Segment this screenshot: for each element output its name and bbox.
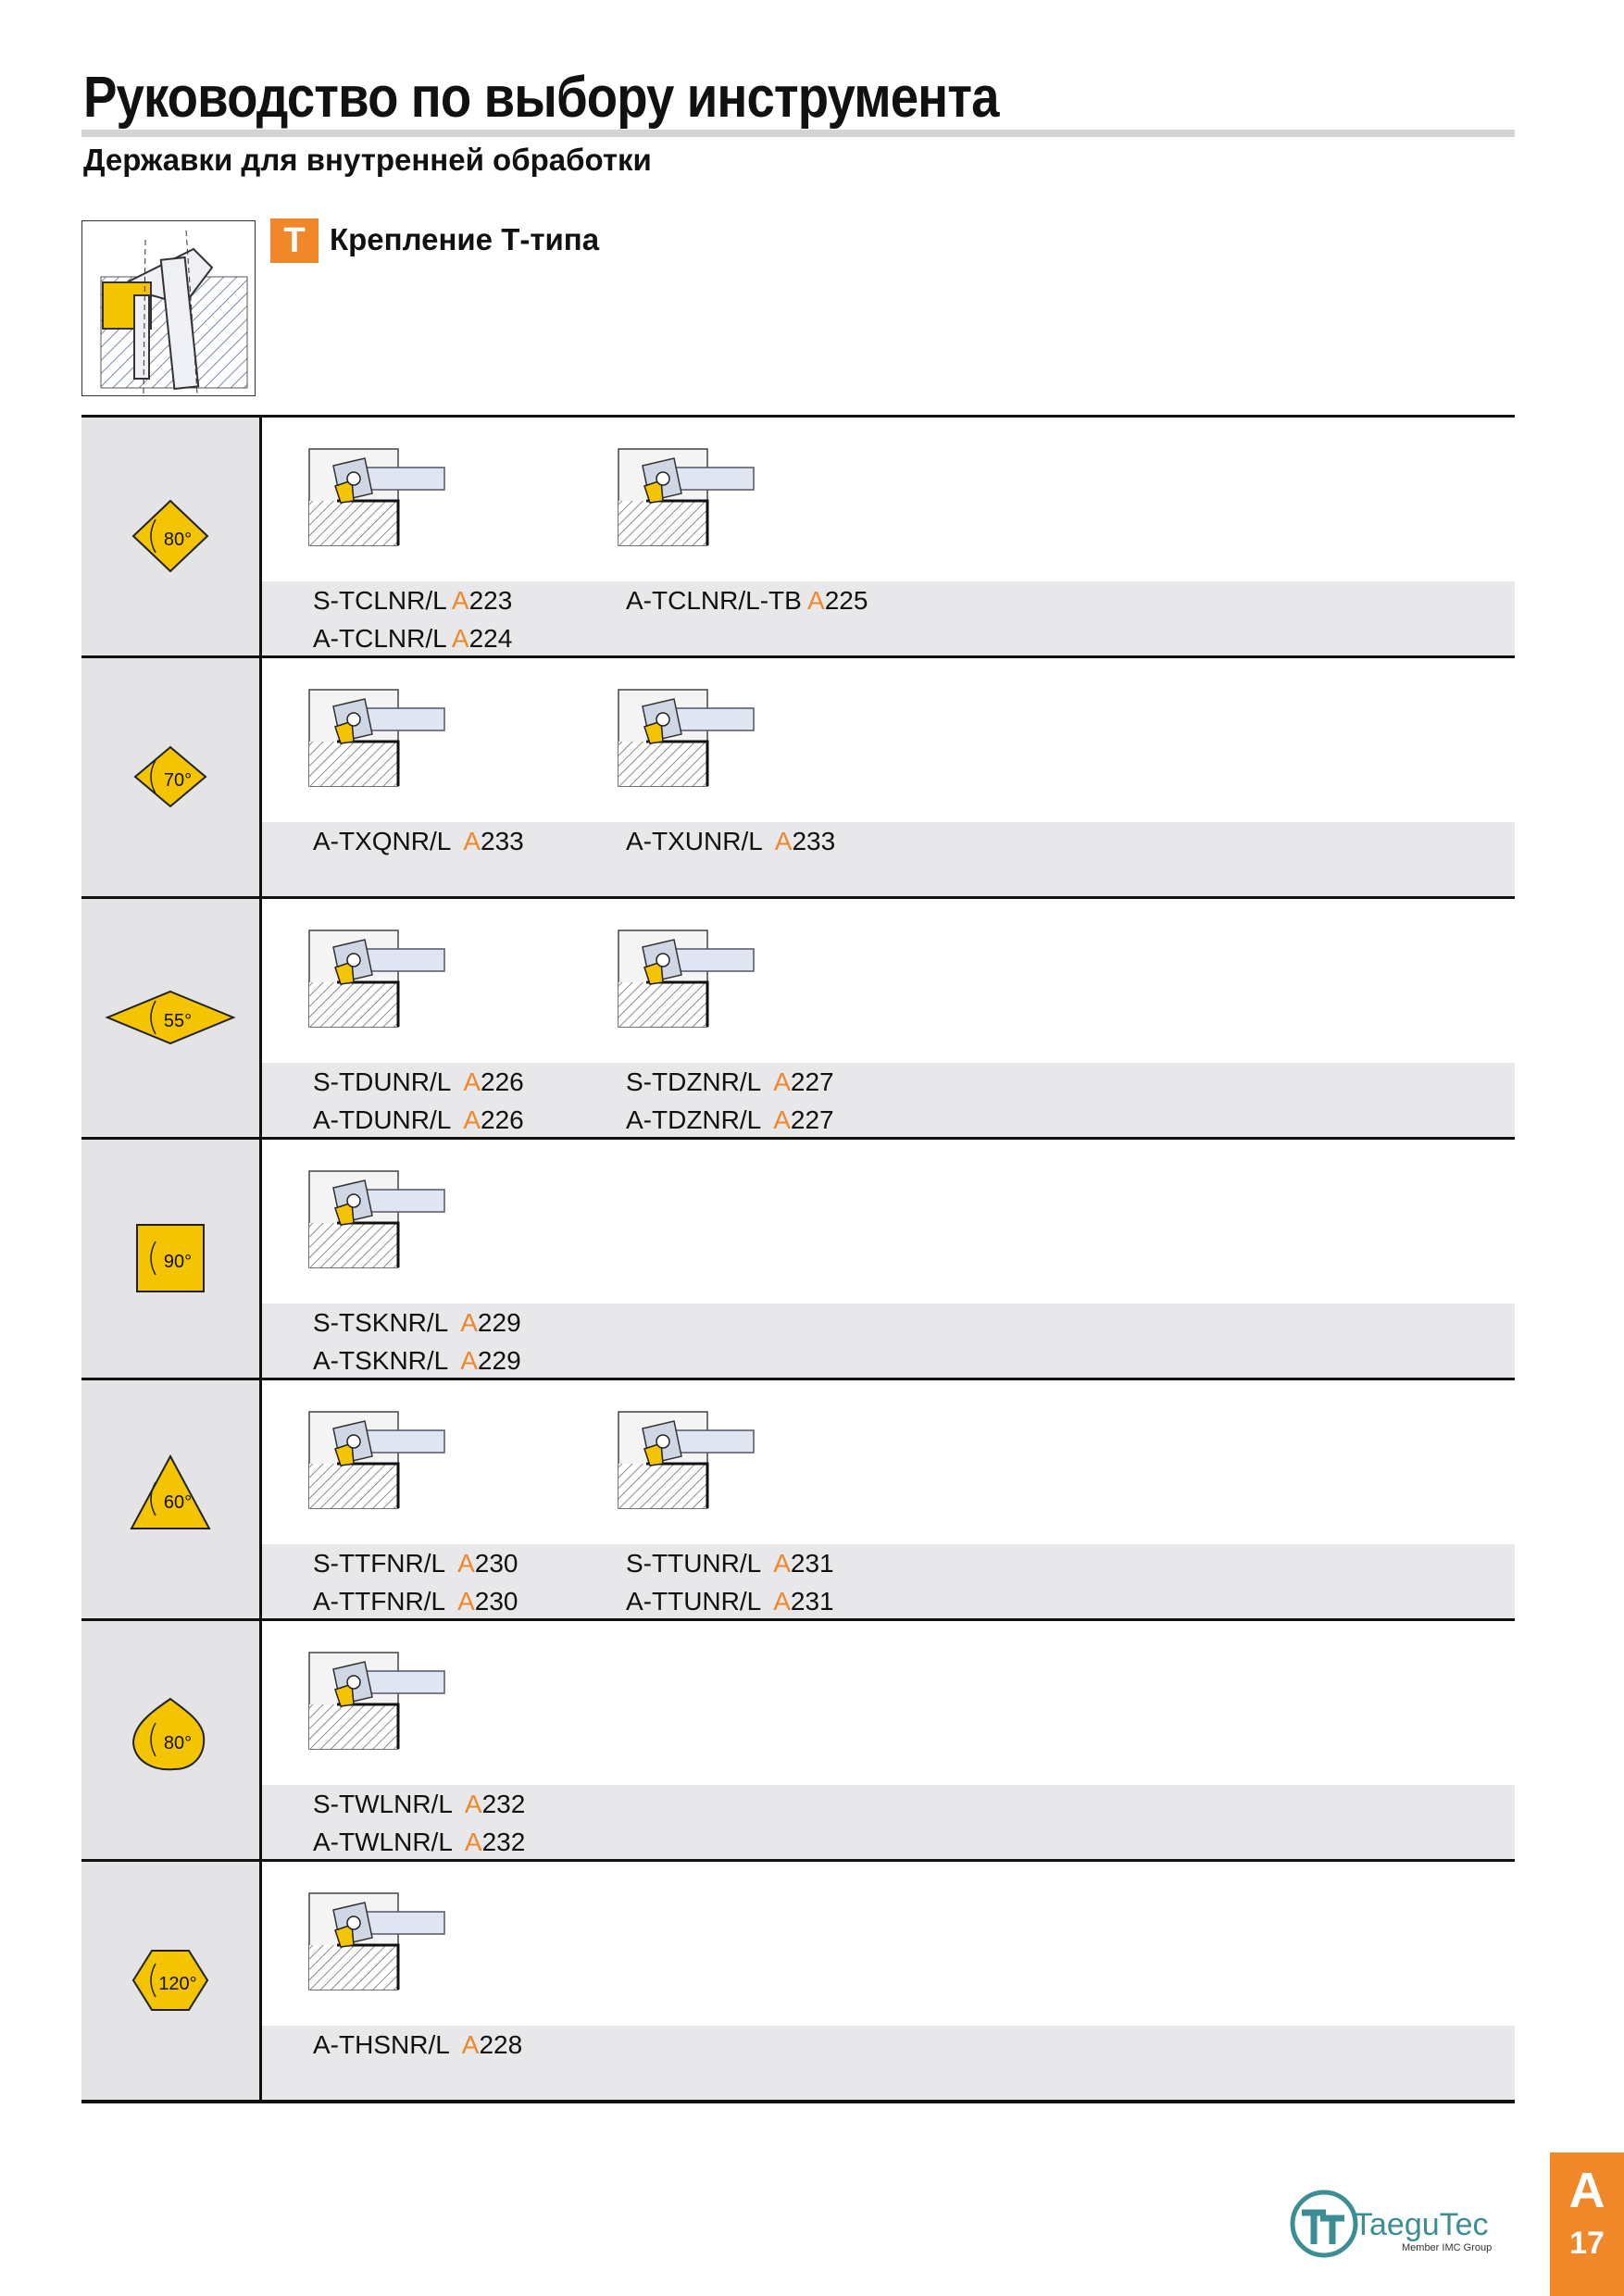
- tool-row: [81, 1862, 1515, 2100]
- catalog-section: A: [773, 1549, 791, 1578]
- catalog-section: A: [773, 1067, 791, 1096]
- table-bottom-rule: [81, 2100, 1515, 2103]
- insert-shape-cell: [81, 1621, 259, 1859]
- boring-bar-diagram: [609, 921, 757, 1042]
- catalog-section: A: [457, 1549, 475, 1578]
- insert-shape-cell: [81, 658, 259, 896]
- catalog-page: 223: [468, 586, 513, 615]
- tool-row: [81, 418, 1515, 655]
- tool-row: [81, 899, 1515, 1137]
- page-number: 17: [1569, 2226, 1605, 2261]
- insert-angle-label: 80°: [163, 530, 193, 550]
- boring-bar-diagram: [609, 440, 757, 560]
- tool-code: A-TXUNR/L: [626, 827, 775, 855]
- tool-code-line[interactable]: [626, 1063, 834, 1101]
- tool-code: S-TTUNR/L: [626, 1549, 774, 1578]
- tool-code: S-TCLNR/L: [313, 586, 452, 615]
- insert-shape-cell: [81, 1140, 259, 1378]
- boring-bar-diagram: [300, 1884, 448, 2004]
- tool-code: A-TCLNR/L: [313, 624, 452, 653]
- tool-code: A-THSNR/L: [313, 2030, 462, 2059]
- tool-code-line[interactable]: [626, 1101, 834, 1139]
- tool-code: S-TTFNR/L: [313, 1549, 458, 1578]
- catalog-section: A: [461, 2030, 480, 2059]
- tool-code: A-TSKNR/L: [313, 1346, 461, 1375]
- tool-row: [81, 1380, 1515, 1618]
- catalog-page: 224: [468, 624, 513, 653]
- tool-code-line[interactable]: [313, 1544, 518, 1582]
- tool-code-line[interactable]: [313, 1304, 521, 1341]
- insert-shape-cell: [81, 1862, 259, 2100]
- catalog-page: 232: [481, 1790, 526, 1818]
- tool-code-list: [626, 1544, 834, 1620]
- catalog-section: A: [463, 827, 481, 855]
- tool-row: [81, 1621, 1515, 1859]
- tool-code: A-TWLNR/L: [313, 1828, 465, 1856]
- boring-bar-diagram: [609, 1403, 757, 1523]
- catalog-page: 230: [474, 1587, 518, 1616]
- catalog-page: 231: [790, 1549, 834, 1578]
- catalog-page: 228: [479, 2030, 523, 2059]
- tool-code-line[interactable]: [313, 1101, 524, 1139]
- boring-bar-diagram: [300, 921, 448, 1042]
- insert-shape-cell: [81, 899, 259, 1137]
- tool-code-line[interactable]: [626, 1582, 834, 1620]
- tool-row: [81, 1140, 1515, 1378]
- tool-code: S-TWLNR/L: [313, 1790, 465, 1818]
- tool-code: A-TTUNR/L: [626, 1587, 774, 1616]
- insert-angle-label: 90°: [163, 1252, 193, 1272]
- tool-code-line[interactable]: [313, 1785, 525, 1823]
- page-title: Руководство по выбору инструмента: [83, 66, 999, 130]
- boring-bar-diagram: [300, 440, 448, 560]
- insert-angle-label: 120°: [158, 1974, 197, 1994]
- section-letter: A: [1568, 2163, 1605, 2218]
- catalog-page: 233: [481, 827, 524, 855]
- catalog-page: 230: [474, 1549, 518, 1578]
- catalog-section: A: [463, 1105, 481, 1134]
- tool-code: A-TTFNR/L: [313, 1587, 458, 1616]
- catalog-page: 231: [790, 1587, 834, 1616]
- tool-code-line[interactable]: [313, 619, 512, 657]
- tool-code-line[interactable]: [313, 2026, 522, 2064]
- tool-code-list: [313, 822, 524, 860]
- tool-code: S-TSKNR/L: [313, 1308, 461, 1337]
- clamping-type-label: Крепление Т-типа: [330, 222, 600, 256]
- tool-code: S-TDZNR/L: [626, 1067, 774, 1096]
- catalog-section: A: [451, 586, 469, 615]
- catalog-page: 232: [481, 1828, 526, 1856]
- boring-bar-diagram: [300, 1643, 448, 1764]
- title-underline: [81, 130, 1515, 137]
- clamping-diagram: [81, 220, 256, 396]
- catalog-page: 229: [477, 1346, 521, 1375]
- tool-code-list: [313, 581, 512, 657]
- brand-subtitle: Member IMC Group: [1402, 2242, 1493, 2253]
- catalog-section: A: [464, 1790, 482, 1818]
- tool-code-line[interactable]: [313, 1341, 521, 1379]
- tool-code-list: [313, 1304, 521, 1379]
- catalog-page: 227: [790, 1067, 834, 1096]
- catalog-page: 226: [481, 1067, 524, 1096]
- catalog-section: A: [464, 1828, 482, 1856]
- tool-code-list: [313, 1063, 524, 1139]
- tool-code-list: [313, 2026, 522, 2064]
- catalog-page: 226: [481, 1105, 524, 1134]
- catalog-section: A: [773, 1105, 791, 1134]
- page-tab: [1550, 2152, 1624, 2296]
- insert-angle-label: 55°: [163, 1011, 193, 1031]
- boring-bar-diagram: [300, 680, 448, 801]
- brand-name: TaeguTec: [1354, 2207, 1489, 2242]
- insert-angle-label: 80°: [163, 1733, 193, 1753]
- tool-row: [81, 658, 1515, 896]
- tool-code: A-TDZNR/L: [626, 1105, 774, 1134]
- tool-code-list: [626, 581, 868, 619]
- insert-shape-cell: [81, 1380, 259, 1618]
- page-subtitle: Державки для внутренней обработки: [83, 143, 652, 177]
- catalog-section: A: [460, 1308, 478, 1337]
- boring-bar-diagram: [300, 1162, 448, 1282]
- tool-code-line[interactable]: [313, 1582, 518, 1620]
- catalog-page: 233: [792, 827, 836, 855]
- insert-angle-label: 60°: [163, 1492, 193, 1513]
- tool-code-line[interactable]: [313, 581, 512, 619]
- catalog-section: A: [457, 1587, 475, 1616]
- tool-code-line[interactable]: [313, 822, 524, 860]
- catalog-section: A: [774, 827, 793, 855]
- insert-angle-label: 70°: [163, 770, 193, 791]
- tool-code-line[interactable]: [313, 1823, 525, 1861]
- catalog-page: 227: [790, 1105, 834, 1134]
- tool-code-list: [313, 1785, 525, 1861]
- catalog-section: A: [773, 1587, 791, 1616]
- tool-code-line[interactable]: [626, 822, 835, 860]
- tool-code: A-TDUNR/L: [313, 1105, 464, 1134]
- tool-code: S-TDUNR/L: [313, 1067, 464, 1096]
- tool-code-list: [626, 822, 835, 860]
- catalog-page: 229: [477, 1308, 521, 1337]
- tool-code-line[interactable]: [626, 1544, 834, 1582]
- tool-code-list: [313, 1544, 518, 1620]
- boring-bar-diagram: [300, 1403, 448, 1523]
- catalog-section: A: [463, 1067, 481, 1096]
- tool-code-list: [626, 1063, 834, 1139]
- catalog-page: 225: [824, 586, 868, 615]
- boring-bar-diagram: [609, 680, 757, 801]
- catalog-section: A: [451, 624, 469, 653]
- catalog-section: A: [807, 586, 825, 615]
- tool-code-line[interactable]: [626, 581, 868, 619]
- tool-code: A-TCLNR/L-TB: [626, 586, 808, 615]
- catalog-section: A: [460, 1346, 478, 1375]
- insert-shape-cell: [81, 418, 259, 655]
- clamping-type-badge: T: [270, 218, 319, 263]
- tool-code: A-TXQNR/L: [313, 827, 464, 855]
- tool-code-line[interactable]: [313, 1063, 524, 1101]
